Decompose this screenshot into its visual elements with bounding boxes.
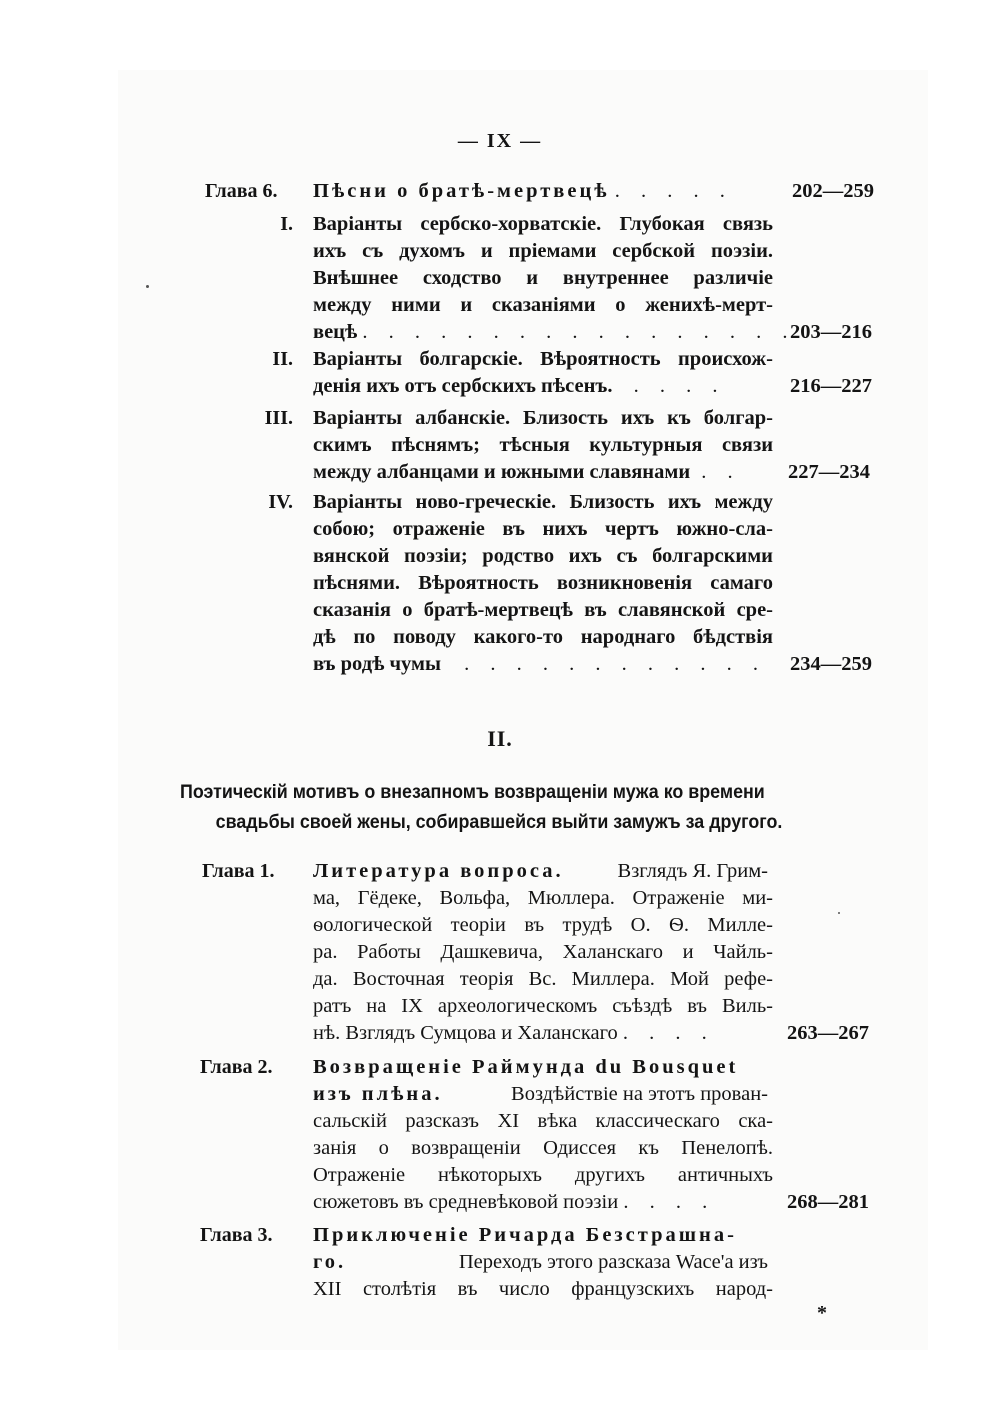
item-1-line: Внѣшнее сходство и внутреннее различіе — [313, 267, 773, 289]
chapter-1-line: нѣ. Взглядъ Сумцова и Халанскаго — [313, 1022, 618, 1044]
chapter-2-line: занія о возвращеніи Одиссея къ Пенелопѣ. — [313, 1137, 773, 1159]
chapter-1-line: ра. Работы Дашкевича, Халанскаго и Чайль- — [313, 941, 773, 963]
chapter-2-line: Воздѣйствіе на этотъ прован- — [511, 1083, 768, 1105]
item-3-line: Варіанты албанскіе. Близость ихъ къ болгар- — [313, 407, 773, 429]
item-4-line: пѣснями. Вѣроятность возникновенія самаго — [313, 572, 773, 594]
item-1-line: Варіанты сербско-хорватскіе. Глубокая связь — [313, 213, 773, 235]
chapter-3-line: XII столѣтія въ число французскихъ народ- — [313, 1278, 773, 1300]
item-1-last-line — [313, 319, 796, 346]
item-4-line: Варіанты ново-греческіе. Близость ихъ между — [313, 491, 773, 513]
item-4-last-line — [313, 651, 766, 678]
section-2-heading-line: свадьбы своей жены, собиравшейся выйти замужъ за другого. — [215, 812, 783, 833]
page-number: — IX — — [457, 130, 543, 152]
item-3-numeral: III. — [264, 407, 293, 429]
item-1-pages: 203—216 — [790, 321, 872, 343]
item-1-line: вецѣ — [313, 321, 358, 343]
chapter-2-line: сюжетовъ въ средневѣковой поэзіи — [313, 1191, 619, 1213]
chapter-1-pages: 263—267 — [787, 1022, 869, 1044]
chapter-6-title-line — [313, 178, 733, 205]
chapter-6-pages: 202—259 — [792, 180, 874, 202]
item-4-line: дѣ по поводу какого-то народнаго бѣдствія — [313, 626, 773, 648]
chapter-2-title — [313, 1054, 738, 1081]
chapter-1-label: Глава 1. — [202, 860, 275, 882]
chapter-3-line: Переходъ этого разсказа Wace'а изъ — [458, 1251, 768, 1273]
chapter-3-title — [313, 1222, 737, 1249]
footer-mark: * — [817, 1302, 827, 1324]
chapter-1-title: Литература вопроса. — [313, 860, 564, 882]
chapter-2-leader-dots: . . . . — [623, 1191, 716, 1213]
item-3-leader-dots: . . — [701, 461, 741, 483]
chapter-3-label: Глава 3. — [200, 1224, 273, 1246]
item-3-line: между албанцами и южными славянами — [313, 461, 691, 483]
item-2-last-line — [313, 373, 726, 400]
item-4-numeral: IV. — [268, 491, 293, 513]
item-3-pages: 227—234 — [788, 461, 870, 483]
chapter-2-line: изъ плѣна. — [313, 1083, 443, 1105]
item-2-line: Варіанты болгарскіе. Вѣроятность происхож- — [313, 348, 773, 370]
chapter-2-label: Глава 2. — [200, 1056, 273, 1078]
chapter-2-line: сальскій разсказъ XI вѣка классическаго ска- — [313, 1110, 773, 1132]
chapter-2-pages: 268—281 — [787, 1191, 869, 1213]
chapter-1-last-line — [313, 1020, 715, 1047]
item-4-line: вянской поэзіи; родство ихъ съ болгарскими — [313, 545, 773, 567]
chapter-2-last-line — [313, 1189, 715, 1216]
item-2-leader-dots: . . . . — [633, 375, 726, 397]
chapter-3-line: го. — [313, 1251, 347, 1273]
chapter-6-label: Глава 6. — [205, 180, 278, 202]
item-4-leader-dots: . . . . . . . . . . . . — [464, 653, 767, 675]
item-4-line: въ родѣ чумы — [313, 653, 442, 675]
item-4-line: собою; отраженіе въ нихъ чертъ южно-сла- — [313, 518, 773, 540]
chapter-1-line: ма, Гёдеке, Вольфа, Мюллера. Отраженіе ми- — [313, 887, 773, 909]
item-3-last-line — [313, 459, 741, 486]
item-1-leader-dots: . . . . . . . . . . . . . . . . . — [362, 321, 796, 343]
chapter-1-line: ѳологической теоріи въ трудѣ О. Ѳ. Милле- — [313, 914, 773, 936]
item-4-pages: 234—259 — [790, 653, 872, 675]
item-1-line: ихъ съ духомъ и пріемами сербской поэзіи. — [313, 240, 773, 262]
item-4-line: сказанія о братѣ-мертвецѣ въ славянской сре- — [313, 599, 773, 621]
chapter-2-second-line — [313, 1081, 768, 1108]
chapter-6-leader-dots: . . . . . — [614, 180, 733, 202]
chapter-1-first-line — [313, 858, 768, 885]
chapter-6-title: Пѣсни о братѣ-мертвецѣ — [313, 180, 610, 202]
section-2-numeral: II. — [487, 726, 513, 751]
chapter-3-title-text: Приключеніе Ричарда Безстрашна- — [313, 1224, 737, 1246]
chapter-1-line: Взглядъ Я. Грим- — [617, 860, 768, 882]
item-1-numeral: I. — [280, 213, 293, 235]
scan-speck — [838, 912, 840, 914]
section-2-heading-line: Поэтическій мотивъ о внезапномъ возвращеніи мужа ко времени — [180, 782, 765, 803]
chapter-1-line: ратъ на IX археологическомъ съѣздѣ въ Виль- — [313, 995, 773, 1017]
item-2-pages: 216—227 — [790, 375, 872, 397]
chapter-2-title-text: Возвращеніе Раймунда du Bousquet — [313, 1056, 739, 1078]
item-1-line: между ними и сказаніями о женихѣ-мерт- — [313, 294, 773, 316]
chapter-2-line: Отраженіе нѣкоторыхъ другихъ античныхъ — [313, 1164, 773, 1186]
scan-speck — [146, 285, 149, 288]
chapter-1-leader-dots: . . . . — [622, 1022, 715, 1044]
chapter-3-second-line — [313, 1249, 768, 1276]
item-2-numeral: II. — [272, 348, 293, 370]
item-3-line: скимъ пѣснямъ; тѣсныя культурныя связи — [313, 434, 773, 456]
chapter-1-line: да. Восточная теорія Вс. Миллера. Мой рефе- — [313, 968, 773, 990]
item-2-line: денія ихъ отъ сербскихъ пѣсенъ. — [313, 375, 613, 397]
